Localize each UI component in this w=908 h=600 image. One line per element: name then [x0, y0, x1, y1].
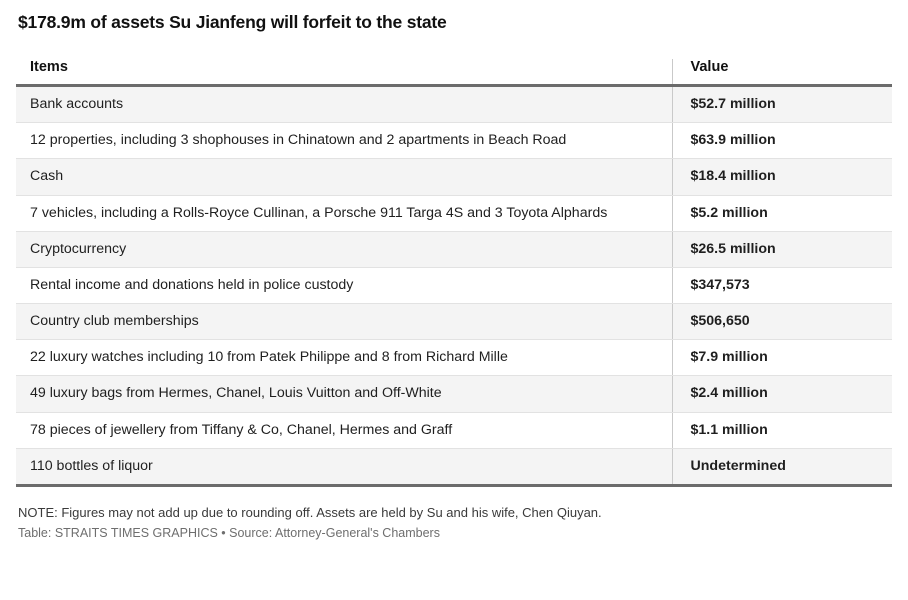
cell-value: $5.2 million	[672, 195, 892, 231]
cell-item: 12 properties, including 3 shophouses in Chinatown and 2 apartments in Beach Road	[16, 123, 672, 159]
cell-item: 49 luxury bags from Hermes, Chanel, Louis Vuitton and Off-White	[16, 376, 672, 412]
cell-item: 22 luxury watches including 10 from Patek Philippe and 8 from Richard Mille	[16, 340, 672, 376]
table-header-row	[16, 59, 892, 86]
cell-value: $506,650	[672, 304, 892, 340]
table-row	[16, 340, 892, 376]
table-row	[16, 304, 892, 340]
table-row	[16, 123, 892, 159]
page-title: $178.9m of assets Su Jianfeng will forfeit to the state	[18, 12, 447, 32]
cell-value: $52.7 million	[672, 86, 892, 123]
source-credit: Table: STRAITS TIMES GRAPHICS • Source: Attorney-General's Chambers	[18, 525, 440, 540]
assets-table	[16, 59, 892, 487]
cell-item: 110 bottles of liquor	[16, 448, 672, 485]
table-row	[16, 376, 892, 412]
footer-notes	[18, 505, 892, 540]
table-row	[16, 448, 892, 485]
table-body	[16, 86, 892, 486]
cell-value: $1.1 million	[672, 412, 892, 448]
cell-value: $63.9 million	[672, 123, 892, 159]
table-row	[16, 412, 892, 448]
cell-item: Bank accounts	[16, 86, 672, 123]
table-row	[16, 86, 892, 123]
table-row	[16, 267, 892, 303]
cell-item: 7 vehicles, including a Rolls-Royce Cullinan, a Porsche 911 Targa 4S and 3 Toyota Alphards	[16, 195, 672, 231]
cell-item: 78 pieces of jewellery from Tiffany & Co, Chanel, Hermes and Graff	[16, 412, 672, 448]
cell-value: $26.5 million	[672, 231, 892, 267]
cell-item: Cash	[16, 159, 672, 195]
cell-value: $7.9 million	[672, 340, 892, 376]
column-header-value: Value	[672, 59, 892, 86]
cell-value: $18.4 million	[672, 159, 892, 195]
table-row	[16, 195, 892, 231]
table-row	[16, 231, 892, 267]
cell-value: $2.4 million	[672, 376, 892, 412]
cell-item: Country club memberships	[16, 304, 672, 340]
cell-item: Rental income and donations held in police custody	[16, 267, 672, 303]
footnote: NOTE: Figures may not add up due to rounding off. Assets are held by Su and his wife, Chen Qiuyan.	[18, 504, 602, 520]
column-header-items: Items	[16, 59, 672, 86]
cell-value: Undetermined	[672, 448, 892, 485]
table-header	[16, 59, 892, 86]
table-row	[16, 159, 892, 195]
cell-value: $347,573	[672, 267, 892, 303]
cell-item: Cryptocurrency	[16, 231, 672, 267]
